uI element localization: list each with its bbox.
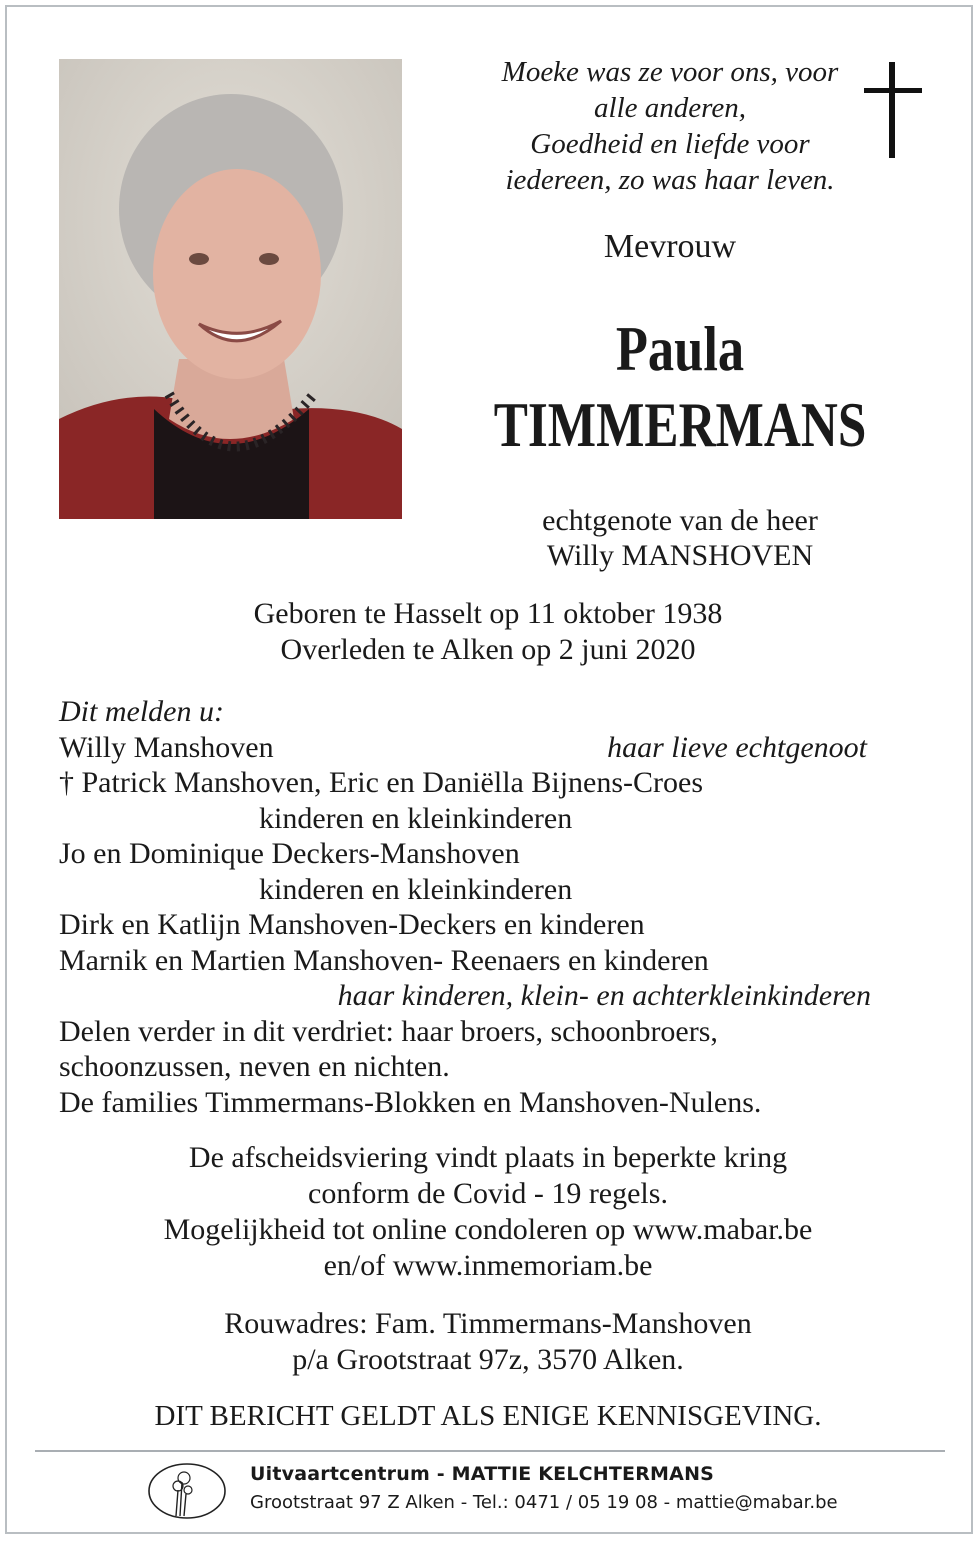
list-item: Delen verder in dit verdriet: haar broers, schoonbroers,	[59, 1014, 718, 1048]
death-line: Overleden te Alken op 2 juni 2020	[280, 633, 696, 666]
list-item: De families Timmermans-Blokken en Manshoven-Nulens.	[59, 1085, 762, 1119]
spouse-info	[410, 503, 950, 573]
list-item: Marnik en Martien Manshoven- Reenaers en kinderen	[59, 943, 709, 977]
list-item: † Patrick Manshoven, Eric en Daniëlla Bijnens-Croes	[59, 766, 704, 799]
funeral-home-name: Uitvaartcentrum - MATTIE KELCHTERMANS	[250, 1463, 715, 1485]
divider	[35, 1450, 945, 1452]
announce-intro: Dit melden u:	[59, 695, 224, 728]
family-announcement	[59, 694, 919, 1120]
list-item: schoonzussen, neven en nichten.	[59, 1050, 450, 1083]
family-name: Willy Manshoven	[59, 730, 274, 764]
funeral-home-logo-icon	[142, 1460, 232, 1522]
motto-line: Goedheid en liefde voor	[530, 128, 810, 160]
birth-line: Geboren te Hasselt op 11 oktober 1938	[253, 597, 723, 630]
motto-poem	[410, 54, 930, 198]
motto-line: alle anderen,	[594, 92, 746, 124]
family-role: kinderen en kleinkinderen	[259, 872, 573, 906]
life-dates	[0, 596, 976, 668]
motto-line: Moeke was ze voor ons, voor	[501, 56, 839, 88]
spouse-line: Willy MANSHOVEN	[546, 539, 814, 572]
surname: TIMMERMANS	[493, 389, 867, 460]
family-role: kinderen en kleinkinderen	[259, 801, 573, 835]
service-line: conform de Covid - 19 regels.	[308, 1177, 668, 1210]
funeral-home-contact: Grootstraat 97 Z Alken - Tel.: 0471 / 05 19 08 - mattie@mabar.be	[250, 1492, 838, 1513]
list-item	[59, 730, 919, 766]
list-item: Dirk en Katlijn Manshoven-Deckers en kinderen	[59, 908, 645, 941]
service-line: De afscheidsviering vindt plaats in beperkte kring	[188, 1141, 788, 1174]
mourning-address	[0, 1306, 976, 1378]
cross-icon	[864, 62, 922, 158]
first-name: Paula	[615, 313, 745, 384]
family-role: haar kinderen, klein- en achterkleinkinderen	[337, 979, 871, 1012]
family-role: haar lieve echtgenoot	[607, 730, 867, 764]
spouse-line: echtgenote van de heer	[542, 504, 818, 537]
motto-line: iedereen, zo was haar leven.	[505, 164, 835, 196]
service-line: Mogelijkheid tot online condoleren op www.mabar.be	[163, 1213, 813, 1246]
portrait-photo	[59, 59, 402, 519]
honorific: Mevrouw	[603, 228, 737, 265]
address-line: p/a Grootstraat 97z, 3570 Alken.	[292, 1343, 684, 1376]
notice-statement: DIT BERICHT GELDT ALS ENIGE KENNISGEVING.	[154, 1400, 822, 1432]
address-line: Rouwadres: Fam. Timmermans-Manshoven	[224, 1307, 752, 1340]
service-info	[0, 1140, 976, 1284]
service-line: en/of www.inmemoriam.be	[323, 1249, 653, 1282]
list-item: Jo en Dominique Deckers-Manshoven	[59, 837, 520, 870]
